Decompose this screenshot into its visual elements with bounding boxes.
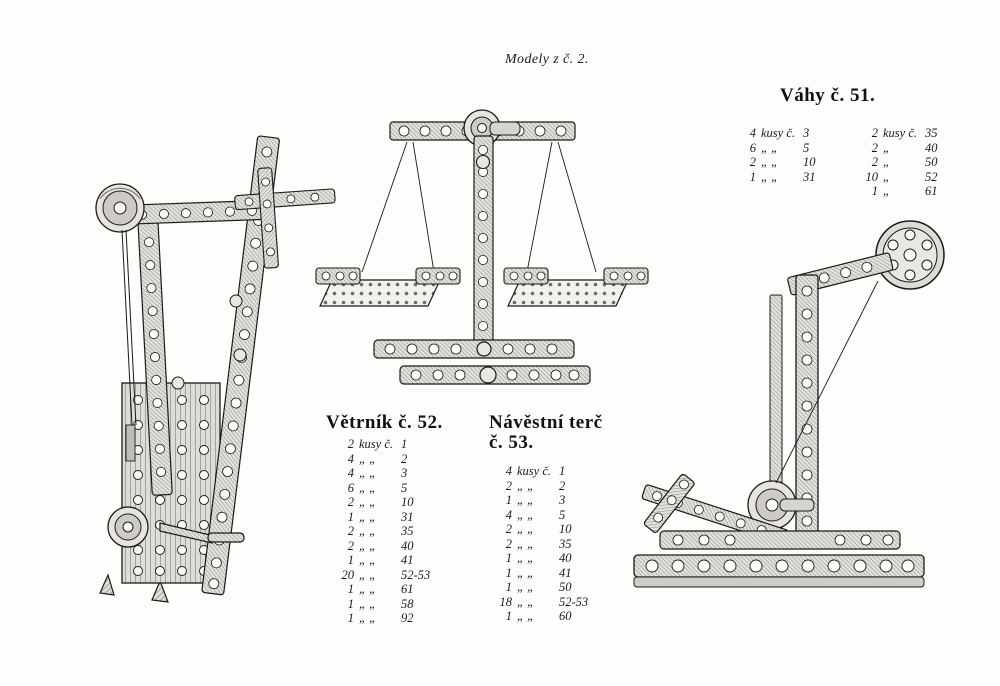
parts-row-windmill (334, 466, 441, 481)
part-unit-label: „ „ (761, 140, 779, 155)
part-unit-label: „ „ (517, 478, 535, 493)
part-number: 40 (925, 140, 938, 155)
signal-disc-model-illustration (620, 215, 990, 615)
part-quantity: 2 (347, 437, 354, 451)
part-unit-label: „ „ (517, 565, 535, 580)
part-quantity: 1 (505, 580, 512, 594)
part-number: 5 (401, 480, 408, 495)
parts-row-windmill (334, 553, 441, 568)
parts-row-scales (858, 170, 965, 185)
part-quantity: 1 (347, 611, 354, 625)
parts-list-signal (492, 464, 599, 624)
part-unit-label: „ „ (517, 594, 535, 609)
part-unit-label: kusy č. (761, 126, 796, 140)
windmill-model-illustration (60, 95, 350, 625)
parts-row-signal (492, 595, 599, 610)
part-quantity: 4 (505, 464, 512, 478)
parts-row-windmill (334, 597, 441, 612)
part-quantity: 2 (505, 478, 512, 493)
part-unit-label: „ „ (761, 169, 779, 184)
part-quantity: 2 (505, 522, 512, 536)
part-quantity: 2 (347, 495, 354, 509)
part-number: 1 (401, 437, 408, 451)
part-number: 3 (803, 126, 810, 140)
part-number: 35 (401, 524, 414, 538)
part-unit-label: „ „ (517, 609, 535, 623)
part-quantity: 4 (347, 466, 354, 480)
part-number: 41 (559, 565, 572, 580)
part-number: 5 (803, 140, 810, 155)
part-unit-label: „ (883, 155, 890, 169)
part-number: 2 (559, 478, 566, 493)
parts-row-signal (492, 464, 599, 479)
part-quantity: 1 (505, 551, 512, 565)
balance-scales-model-illustration (312, 100, 652, 400)
part-quantity: 1 (505, 493, 512, 507)
part-number: 35 (925, 126, 938, 140)
part-number: 92 (401, 611, 414, 625)
part-number: 10 (401, 495, 414, 509)
part-quantity: 1 (505, 609, 512, 623)
section-title-signal-line2: č. 53. (489, 432, 534, 453)
part-unit-label: „ „ (517, 507, 535, 522)
part-unit-label: „ „ (359, 567, 377, 582)
part-quantity: 1 (505, 565, 512, 580)
parts-row-scales (858, 184, 965, 199)
parts-row-windmill (334, 452, 441, 467)
parts-row-scales (736, 155, 843, 170)
parts-row-windmill (334, 539, 441, 554)
part-quantity: 1 (347, 553, 354, 567)
part-unit-label: „ „ (359, 596, 377, 611)
parts-row-signal (492, 493, 599, 508)
part-quantity: 2 (871, 126, 878, 140)
part-quantity: 1 (347, 596, 354, 611)
part-quantity: 2 (347, 524, 354, 538)
parts-row-windmill (334, 611, 441, 626)
part-unit-label: „ (883, 140, 890, 155)
part-number: 61 (401, 582, 414, 596)
part-unit-label: „ „ (359, 524, 377, 538)
part-quantity: 2 (871, 140, 878, 155)
parts-row-signal (492, 537, 599, 552)
part-number: 50 (559, 580, 572, 594)
parts-list-scales-left (736, 126, 843, 184)
part-unit-label: „ „ (359, 509, 377, 524)
part-quantity: 10 (865, 169, 878, 184)
part-quantity: 1 (871, 184, 878, 198)
part-quantity: 1 (347, 509, 354, 524)
part-unit-label: „ „ (359, 451, 377, 466)
section-title-signal-line1: Návěstní terč (489, 412, 603, 433)
part-quantity: 18 (499, 594, 512, 609)
parts-row-windmill (334, 524, 441, 539)
part-number: 2 (401, 451, 408, 466)
part-number: 52-53 (401, 567, 431, 582)
part-quantity: 1 (347, 582, 354, 596)
part-unit-label: „ „ (359, 553, 377, 567)
part-quantity: 6 (749, 140, 756, 155)
part-number: 41 (401, 553, 414, 567)
parts-row-windmill (334, 568, 441, 583)
part-number: 61 (925, 184, 938, 198)
section-title-windmill: Větrník č. 52. (326, 412, 443, 433)
part-number: 5 (559, 507, 566, 522)
part-unit-label: kusy č. (883, 126, 918, 140)
parts-row-windmill (334, 495, 441, 510)
page-header: Modely z č. 2. (505, 52, 589, 67)
part-unit-label: „ „ (359, 611, 377, 625)
part-number: 1 (559, 464, 566, 478)
parts-row-signal (492, 566, 599, 581)
part-unit-label: kusy č. (517, 464, 552, 478)
parts-list-windmill (334, 437, 441, 626)
part-number: 50 (925, 155, 938, 169)
part-number: 31 (401, 509, 414, 524)
part-unit-label: „ „ (359, 466, 377, 480)
part-quantity: 20 (341, 567, 354, 582)
part-number: 52-53 (559, 594, 589, 609)
parts-row-scales (858, 126, 965, 141)
part-number: 10 (803, 155, 816, 169)
section-title-scales: Váhy č. 51. (780, 85, 876, 106)
part-number: 40 (401, 538, 414, 553)
part-unit-label: „ „ (517, 522, 535, 536)
part-quantity: 4 (505, 507, 512, 522)
parts-row-windmill (334, 510, 441, 525)
part-quantity: 2 (505, 536, 512, 551)
part-quantity: 1 (749, 169, 756, 184)
parts-row-signal (492, 609, 599, 624)
parts-row-scales (736, 170, 843, 185)
part-unit-label: „ „ (517, 580, 535, 594)
part-unit-label: „ „ (517, 493, 535, 507)
part-number: 60 (559, 609, 572, 623)
parts-row-scales (858, 141, 965, 156)
part-unit-label: „ „ (761, 155, 779, 169)
part-number: 35 (559, 536, 572, 551)
part-number: 52 (925, 169, 938, 184)
part-number: 31 (803, 169, 816, 184)
part-unit-label: „ „ (517, 551, 535, 565)
part-unit-label: kusy č. (359, 437, 394, 451)
part-quantity: 6 (347, 480, 354, 495)
parts-row-windmill (334, 437, 441, 452)
part-quantity: 2 (749, 155, 756, 169)
parts-row-scales (858, 155, 965, 170)
part-number: 10 (559, 522, 572, 536)
part-number: 40 (559, 551, 572, 565)
part-unit-label: „ „ (359, 582, 377, 596)
part-unit-label: „ „ (517, 536, 535, 551)
part-unit-label: „ „ (359, 538, 377, 553)
part-unit-label: „ (883, 169, 890, 184)
part-quantity: 2 (871, 155, 878, 169)
part-unit-label: „ „ (359, 480, 377, 495)
parts-row-scales (736, 126, 843, 141)
parts-row-signal (492, 551, 599, 566)
parts-row-signal (492, 580, 599, 595)
parts-list-scales-right (858, 126, 965, 199)
parts-row-scales (736, 141, 843, 156)
parts-row-signal (492, 508, 599, 523)
parts-row-signal (492, 479, 599, 494)
part-number: 3 (559, 493, 566, 507)
parts-row-windmill (334, 582, 441, 597)
part-number: 58 (401, 596, 414, 611)
part-unit-label: „ (883, 184, 890, 198)
part-unit-label: „ „ (359, 495, 377, 509)
part-quantity: 4 (749, 126, 756, 140)
part-quantity: 2 (347, 538, 354, 553)
part-quantity: 4 (347, 451, 354, 466)
parts-row-signal (492, 522, 599, 537)
parts-row-windmill (334, 481, 441, 496)
part-number: 3 (401, 466, 408, 480)
